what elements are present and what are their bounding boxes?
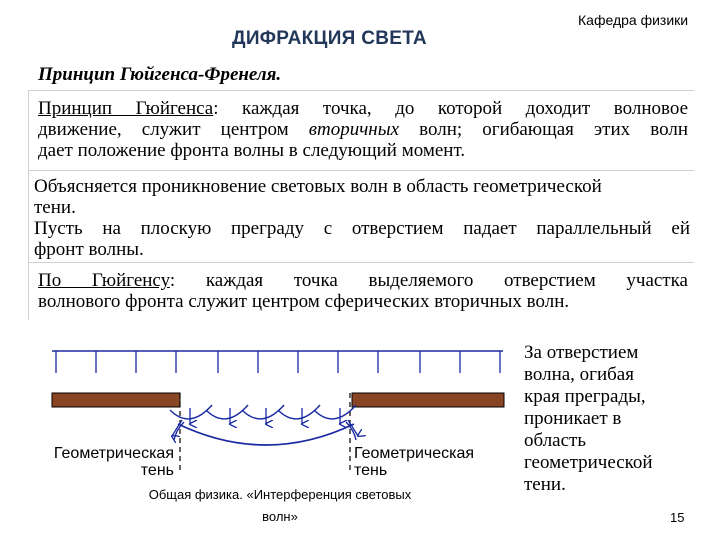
- wavelet-arc: [206, 405, 248, 419]
- barrier-right: [352, 393, 504, 407]
- huygens-principle-paragraph: Принцип Гюйгенса: каждая точка, до которой доходит волновое движение, служит центром вторичных волн; огибающая этих волн дает положение фронта волны в следующий момент.: [38, 98, 688, 161]
- barrier-paragraph: Пусть на плоскую преграду с отверстием падает параллельный ей фронт волны.: [34, 218, 690, 260]
- side-note: За отверстием волна, огибая края преграды, проникает в область геометрической тени.: [524, 342, 653, 495]
- diffracted-rays: [172, 408, 358, 436]
- footer-course-title: Общая физика. «Интерференция световых волн»: [148, 487, 412, 524]
- secondary-wavelets: [170, 405, 356, 445]
- section-subheading: Принцип Гюйгенса-Френеля.: [38, 64, 282, 85]
- department-label: Кафедра физики: [578, 12, 689, 28]
- penetration-paragraph: Объясняется проникновение световых волн в область геометрической тени.: [34, 176, 602, 218]
- shadow-label-left: Геометрическая тень: [53, 445, 174, 479]
- shadow-label-right: Геометрическая тень: [354, 445, 475, 479]
- page-number: 15: [670, 510, 685, 525]
- barrier-left: [52, 393, 180, 407]
- wavelet-arc: [314, 405, 356, 419]
- huygens-link: По Гюйгенсу: [38, 270, 170, 291]
- slide-title: ДИФРАКЦИЯ СВЕТА: [232, 28, 427, 49]
- huygens-application-paragraph: По Гюйгенсу: каждая точка выделяемого отверстием участка волнового фронта служит центром сферических вторичных волн.: [38, 270, 688, 312]
- wavelet-arc: [242, 405, 284, 419]
- incident-rays: [56, 351, 500, 373]
- huygens-principle-link: Принцип Гюйгенса: [38, 98, 214, 119]
- envelope-front: [178, 424, 354, 445]
- wavelet-arc: [278, 405, 320, 419]
